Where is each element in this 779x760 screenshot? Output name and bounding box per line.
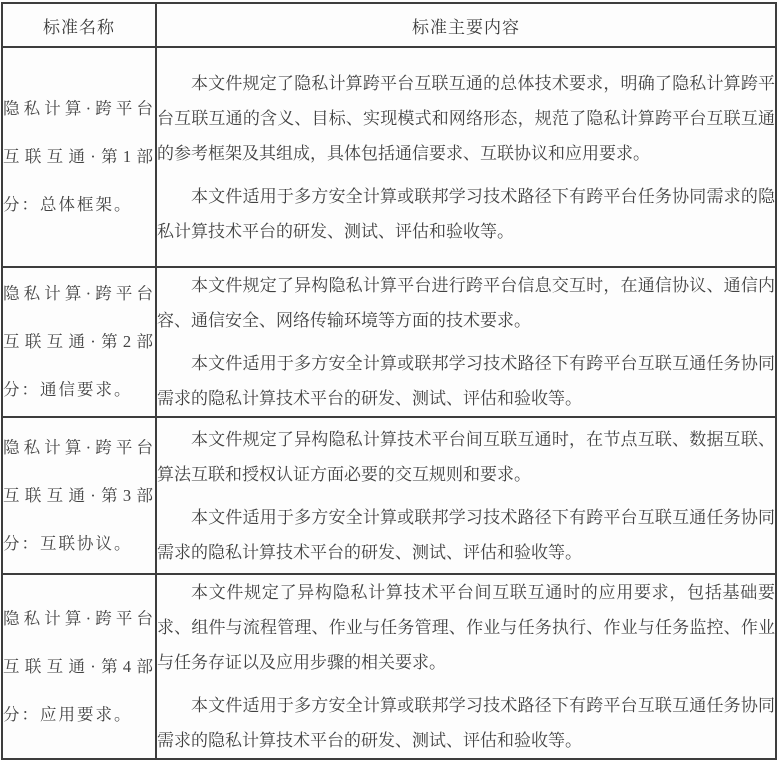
content-paragraph: 本文件规定了异构隐私计算平台进行跨平台信息交互时，在通信协议、通信内容、通信安全、网络传输环境等方面的技术要求。 [157, 276, 775, 330]
content-paragraph: 本文件适用于多方安全计算或联邦学习技术路径下有跨平台互联互通任务协同需求的隐私计算技术平台的研发、测试、评估和验收等。 [157, 507, 775, 562]
table-row [2, 267, 776, 417]
table-row [2, 574, 776, 759]
content-paragraph: 本文件适用于多方安全计算或联邦学习技术路径下有跨平台互联互通任务协同需求的隐私计算技术平台的研发、测试、评估和验收等。 [157, 696, 775, 750]
table-row [2, 417, 776, 574]
column-header-standard-content: 标准主要内容 [156, 3, 776, 47]
standard-name-part1: 隐私计算·跨平台互联互通·第1部分：总体框架。 [2, 47, 156, 267]
standard-content-part1 [156, 47, 776, 267]
content-paragraph: 本文件规定了异构隐私计算技术平台间互联互通时，在节点互联、数据互联、算法互联和授权认证方面必要的交互规则和要求。 [157, 429, 775, 484]
column-header-standard-name: 标准名称 [2, 3, 156, 47]
standard-name-part2: 隐私计算·跨平台互联互通·第2部分：通信要求。 [2, 267, 156, 417]
content-paragraph: 本文件规定了异构隐私计算技术平台间互联互通时的应用要求，包括基础要求、组件与流程管理、作业与任务管理、作业与任务执行、作业与任务监控、作业与任务存证以及应用步骤的相关要求。 [157, 583, 775, 672]
standard-content-part3 [156, 417, 776, 574]
standard-name-part4: 隐私计算·跨平台互联互通·第4部分：应用要求。 [2, 574, 156, 759]
standard-content-part4 [156, 574, 776, 759]
content-paragraph: 本文件适用于多方安全计算或联邦学习技术路径下有跨平台任务协同需求的隐私计算技术平台的研发、测试、评估和验收等。 [157, 186, 775, 241]
content-paragraph: 本文件规定了隐私计算跨平台互联互通的总体技术要求，明确了隐私计算跨平台互联互通的含义、目标、实现模式和网络形态，规范了隐私计算跨平台互联互通的参考框架及其组成，具体包括通信要求、互联协议和应用要求。 [157, 73, 775, 163]
table-header-row [2, 3, 776, 47]
content-paragraph: 本文件适用于多方安全计算或联邦学习技术路径下有跨平台互联互通任务协同需求的隐私计算技术平台的研发、测试、评估和验收等。 [157, 354, 775, 408]
standards-table [1, 2, 777, 760]
standard-content-part2 [156, 267, 776, 417]
table-row [2, 47, 776, 267]
standard-name-part3: 隐私计算·跨平台互联互通·第3部分：互联协议。 [2, 417, 156, 574]
